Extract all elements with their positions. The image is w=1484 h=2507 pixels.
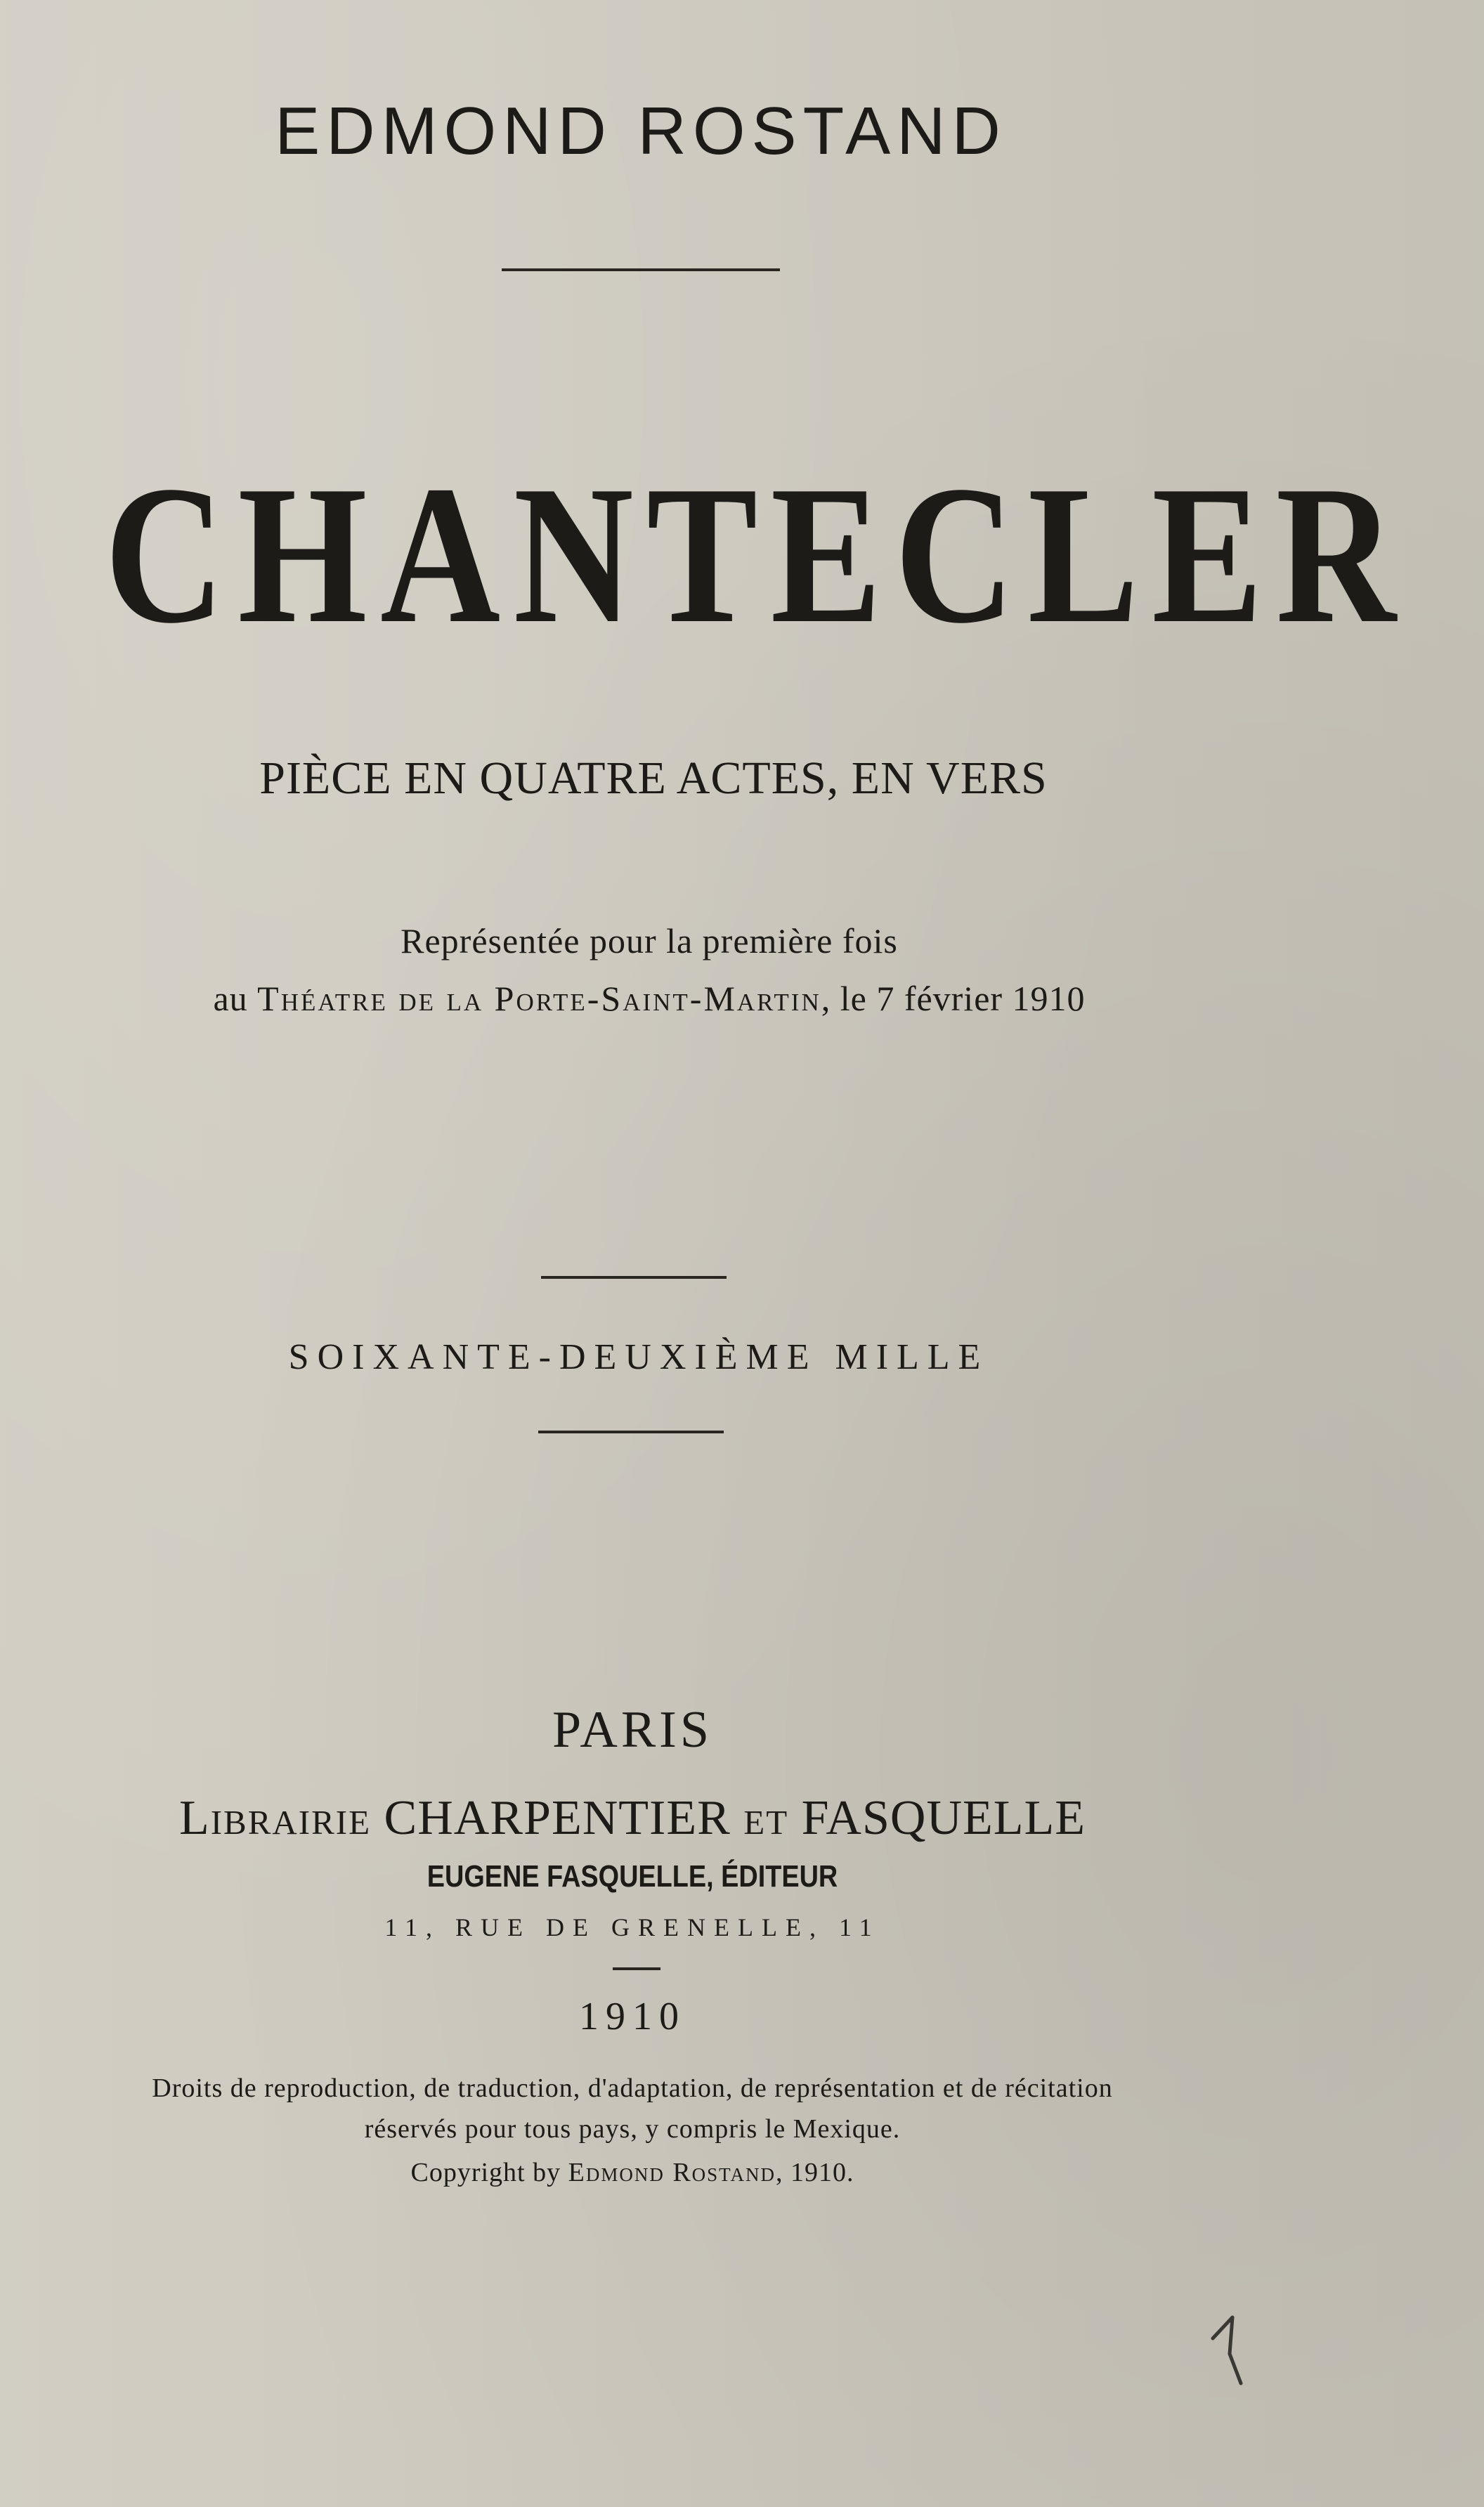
subtitle: PIÈCE EN QUATRE ACTES, EN VERS <box>259 753 1048 804</box>
divider-rule <box>538 1431 724 1433</box>
divider-rule <box>502 268 780 271</box>
publisher-name-2: FASQUELLE <box>801 1791 1086 1845</box>
copyright-year: , 1910. <box>776 2158 854 2187</box>
edition-note: SOIXANTE-DEUXIÈME MILLE <box>288 1337 989 1377</box>
short-divider-rule <box>613 1967 660 1970</box>
rights-notice-line-1: Droits de reproduction, de traduction, d'adaptation, de représentation et de récitation <box>152 2073 1113 2103</box>
publisher-name-1: CHARPENTIER <box>384 1791 731 1845</box>
performance-note-line-2 <box>0 978 1298 1019</box>
editor-line: EUGENE FASQUELLE, ÉDITEUR <box>427 1859 838 1894</box>
performance-note-line-1: Représentée pour la première fois <box>401 921 898 961</box>
author-name: EDMOND ROSTAND <box>275 93 1007 169</box>
pencil-mark-icon <box>1209 2312 1251 2389</box>
book-title: CHANTECLER <box>104 445 1410 664</box>
publisher-prefix: Librairie <box>178 1791 372 1845</box>
publisher-address: 11, RUE DE GRENELLE, 11 <box>384 1913 880 1941</box>
performance-prefix: au <box>213 979 248 1018</box>
publication-city: PARIS <box>552 1701 712 1759</box>
rights-notice-line-2: réservés pour tous pays, y compris le Mexique. <box>364 2114 901 2144</box>
publisher-conjunction: et <box>743 1791 789 1845</box>
divider-rule <box>541 1276 727 1279</box>
copyright-prefix: Copyright by <box>410 2158 561 2187</box>
copyright-holder: Edmond Rostand <box>568 2158 776 2187</box>
performance-date: , le 7 février 1910 <box>821 979 1086 1018</box>
copyright-line <box>0 2157 1265 2188</box>
theatre-name: Théatre de la Porte-Saint-Martin <box>257 979 821 1018</box>
publisher-line <box>0 1790 1265 1847</box>
publication-year: 1910 <box>579 1995 686 2038</box>
